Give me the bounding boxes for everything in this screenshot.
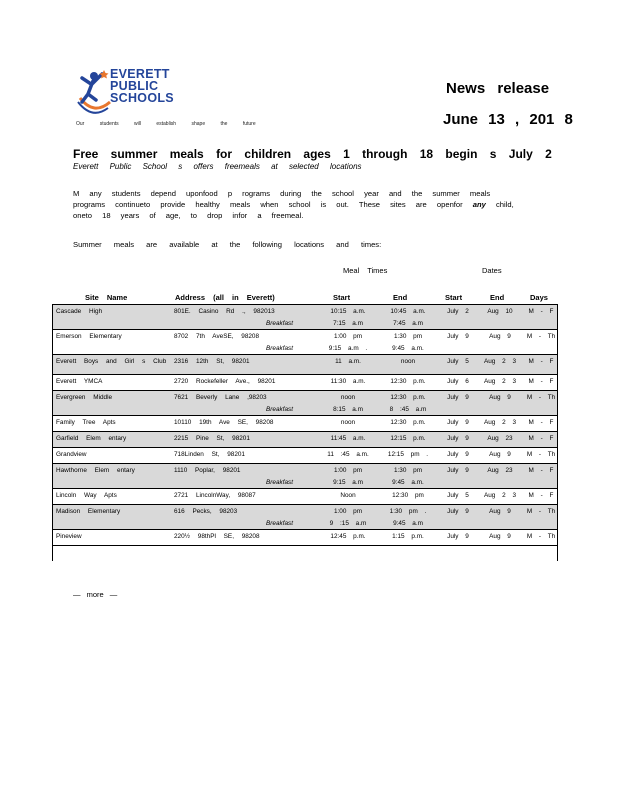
dates-header: Dates (482, 266, 502, 275)
cell-line: 8 :45 a.m (389, 406, 427, 413)
table-row (52, 464, 558, 489)
site-address: 2215 Pine St, 98201 (174, 435, 250, 442)
date-end: Aug 9 (489, 451, 511, 458)
cell-line: 12:30 p.m. (390, 394, 426, 401)
site-address: 2721 LincolnWay, 98087 (174, 492, 256, 499)
days: M - F (528, 492, 554, 499)
runner-logo-icon (76, 68, 112, 118)
column-header-days: Days (530, 293, 548, 302)
cell-line: noon (400, 358, 416, 365)
date-start: July 5 (447, 492, 469, 499)
date-end: Aug 2 3 (483, 378, 517, 385)
days: M - Th (526, 533, 556, 540)
date-end: Aug 23 (487, 435, 513, 442)
cell-line: 8:15 a.m (333, 406, 363, 413)
subheadline: Everett Public School s offers freemeals at selected locations (73, 162, 362, 171)
site-address: 7621 Beverly Lane ,98203 (174, 394, 267, 401)
days: M - Th (526, 508, 556, 515)
breakfast-label: Breakfast (266, 479, 293, 486)
news-release-label: News release (446, 80, 550, 97)
cell-line: 10:45 a.m. (390, 308, 426, 315)
cell-line: 9:45 a.m. (392, 479, 424, 486)
breakfast-label: Breakfast (266, 520, 293, 527)
date-start: July 9 (447, 419, 469, 426)
logo-line: PUBLIC (110, 79, 159, 93)
paragraph-text: child, oneto 18 years of age, to drop infor a freemeal. (73, 200, 514, 220)
date-start: July 9 (447, 394, 469, 401)
cell-line: 1:00 pm (333, 508, 363, 515)
table-row (52, 448, 558, 464)
meal-sites-table (52, 304, 558, 546)
site-name: Family Tree Apts (56, 419, 116, 426)
more-indicator: — more — (73, 590, 118, 599)
cell-line: 9:45 a.m. (392, 345, 424, 352)
cell-line: 9:15 a.m . (328, 345, 368, 352)
logo-line: SCHOOLS (110, 91, 174, 105)
date-start: July 9 (447, 467, 469, 474)
table-row (52, 330, 558, 355)
days: M - F (528, 378, 554, 385)
cell-line: 1:30 pm (393, 333, 423, 340)
column-header-date-end: End (490, 293, 505, 302)
paragraph-emphasis: any (472, 200, 486, 209)
site-address: 8702 7th AveSE, 98208 (174, 333, 260, 340)
table-row (52, 375, 558, 391)
site-address: 616 Pecks, 98203 (174, 508, 238, 515)
cell-line: 7:45 a.m (393, 320, 423, 327)
cell-line: 12:30 p.m. (390, 419, 426, 426)
cell-line: noon (340, 419, 356, 426)
date-end: Aug 2 3 (483, 492, 517, 499)
cell-line: 9:15 a.m (333, 479, 363, 486)
cell-line: 11:30 a.m. (330, 378, 366, 385)
logo-tagline: Our students will establish shape the future (76, 121, 256, 127)
date-end: Aug 2 3 (483, 419, 517, 426)
cell-line: Noon (340, 492, 356, 499)
breakfast-label: Breakfast (266, 320, 293, 327)
table-row (52, 432, 558, 448)
site-name: Everett YMCA (56, 378, 103, 385)
site-name: Garfield Elem entary (56, 435, 127, 442)
cell-line: 12:15 pm . (387, 451, 429, 458)
cell-line: 9 :15 a.m (329, 520, 367, 527)
cell-line: 12:45 p.m. (330, 533, 366, 540)
availability-text: Summer meals are available at the following locations and times: (73, 240, 382, 249)
logo-wordmark (110, 68, 174, 104)
cell-line: noon (340, 394, 356, 401)
table-row (52, 530, 558, 546)
site-address: 2720 Rockefeller Ave., 98201 (174, 378, 276, 385)
cell-line: 12:15 p.m. (390, 435, 426, 442)
cell-line: 11 a.m. (335, 358, 361, 365)
table-row (52, 355, 558, 375)
days: M - Th (526, 451, 556, 458)
date-end: Aug 9 (489, 333, 511, 340)
days: M - F (528, 467, 554, 474)
date-start: July 9 (447, 508, 469, 515)
intro-paragraph (73, 188, 528, 221)
column-header-site: Site Name (85, 293, 128, 302)
site-name: Hawthorne Elem entary (56, 467, 135, 474)
meal-times-header: Meal Times (343, 266, 388, 275)
site-name: Pineview (56, 533, 82, 540)
date-end: Aug 9 (489, 533, 511, 540)
cell-line: 11:45 a.m. (330, 435, 366, 442)
cell-line: 1:00 pm (333, 333, 363, 340)
cell-line: 1:00 pm (333, 467, 363, 474)
site-name: Evergreen Middle (56, 394, 113, 401)
table-row (52, 391, 558, 416)
site-name: Cascade High (56, 308, 103, 315)
date-start: July 9 (447, 435, 469, 442)
site-address: 718Linden St, 98201 (174, 451, 245, 458)
days: M - Th (526, 394, 556, 401)
days: M - F (528, 308, 554, 315)
date-start: July 9 (447, 333, 469, 340)
cell-line: 1:15 p.m. (392, 533, 424, 540)
cell-line: 10:15 a.m. (330, 308, 366, 315)
paragraph-text: M any students depend uponfood p rograms during the school year and the summer meals programs continueto provide healthy meals when school is out. These sites are openfor (73, 189, 491, 209)
site-name: Grandview (56, 451, 87, 458)
days: M - F (528, 435, 554, 442)
breakfast-label: Breakfast (266, 345, 293, 352)
site-name: Emerson Elementary (56, 333, 122, 340)
cell-line: 1:30 pm . (389, 508, 427, 515)
headline: Free summer meals for children ages 1 through 18 begin s July 2 (73, 147, 552, 161)
days: M - F (528, 358, 554, 365)
date-start: July 9 (447, 451, 469, 458)
days: M - Th (526, 333, 556, 340)
table-row (52, 505, 558, 530)
table-row (52, 305, 558, 330)
breakfast-label: Breakfast (266, 406, 293, 413)
cell-line: 7:15 a.m (333, 320, 363, 327)
cell-line: 1:30 pm (393, 467, 423, 474)
date-end: Aug 23 (487, 467, 513, 474)
column-header-address: Address (all in Everett) (175, 293, 275, 302)
date-start: July 6 (447, 378, 469, 385)
date-start: July 9 (447, 533, 469, 540)
column-header-start: Start (333, 293, 351, 302)
logo-line: EVERETT (110, 67, 170, 81)
cell-line: 9:45 a.m (393, 520, 423, 527)
site-address: 220½ 98thPl SE, 98208 (174, 533, 260, 540)
cell-line: 12:30 p.m. (390, 378, 426, 385)
site-name: Everett Boys and Girl s Club (56, 358, 167, 365)
date-start: July 2 (447, 308, 469, 315)
site-name: Lincoln Way Apts (56, 492, 117, 499)
column-header-end: End (393, 293, 408, 302)
table-row (52, 416, 558, 432)
site-address: 801E. Casino Rd ., 982013 (174, 308, 275, 315)
date-end: Aug 9 (489, 508, 511, 515)
cell-line: 11 :45 a.m. (327, 451, 369, 458)
date-start: July 5 (447, 358, 469, 365)
release-date: June 13 , 201 8 (443, 111, 573, 128)
site-address: 1110 Poplar, 98201 (174, 467, 241, 474)
date-end: Aug 9 (489, 394, 511, 401)
cell-line: 12:30 pm (392, 492, 424, 499)
column-header-date-start: Start (445, 293, 463, 302)
site-name: Madison Elementary (56, 508, 121, 515)
date-end: Aug 2 3 (483, 358, 517, 365)
site-address: 10110 19th Ave SE, 98208 (174, 419, 274, 426)
table-row (52, 489, 558, 505)
date-end: Aug 10 (487, 308, 513, 315)
site-address: 2316 12th St, 98201 (174, 358, 250, 365)
days: M - F (528, 419, 554, 426)
